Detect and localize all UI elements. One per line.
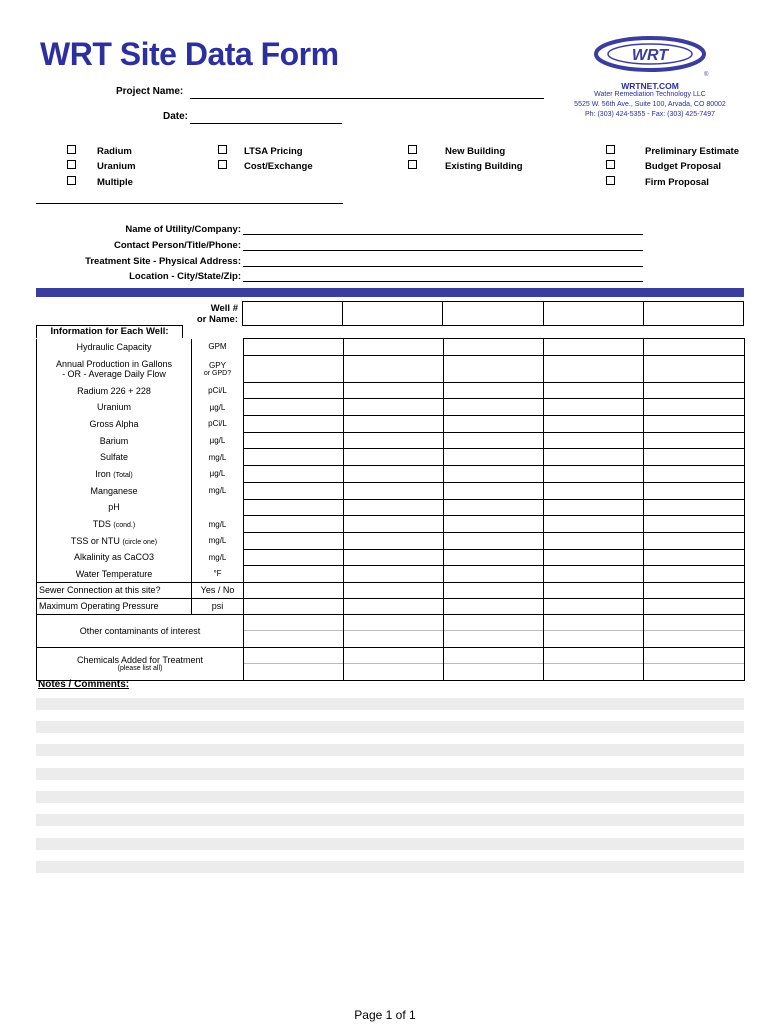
well-value-cell[interactable] bbox=[444, 482, 544, 499]
other-contaminants-label: Other contaminants of interest bbox=[37, 614, 244, 647]
well-value-cell[interactable] bbox=[344, 582, 444, 598]
parameter-label: Sulfate bbox=[37, 449, 192, 466]
table-row bbox=[37, 549, 745, 566]
well-value-cell[interactable] bbox=[544, 598, 644, 614]
table-row bbox=[37, 582, 745, 598]
well-sub-cell[interactable] bbox=[344, 615, 443, 631]
well-value-cell[interactable] bbox=[544, 614, 644, 647]
well-value-cell[interactable] bbox=[444, 355, 544, 382]
table-row bbox=[37, 566, 745, 583]
checkbox-cost-exchange[interactable] bbox=[218, 160, 227, 169]
well-value-cell[interactable] bbox=[444, 432, 544, 449]
unit-label: µg/L bbox=[192, 432, 244, 449]
well-value-cell[interactable] bbox=[244, 399, 344, 416]
well-value-cell[interactable] bbox=[344, 566, 444, 583]
well-sub-cell[interactable] bbox=[544, 631, 643, 647]
well-value-cell[interactable] bbox=[644, 499, 745, 516]
well-value-cell[interactable] bbox=[544, 399, 644, 416]
well-value-cell[interactable] bbox=[244, 416, 344, 433]
date-field[interactable] bbox=[190, 123, 342, 124]
well-sub-cell[interactable] bbox=[244, 664, 343, 680]
well-value-cell[interactable] bbox=[244, 382, 344, 399]
checkbox-label: Multiple bbox=[97, 177, 133, 188]
well-value-cell[interactable] bbox=[344, 339, 444, 356]
well-value-cell[interactable] bbox=[344, 399, 444, 416]
unit-label bbox=[192, 499, 244, 516]
well-3-name[interactable] bbox=[443, 302, 543, 326]
parameter-label: Alkalinity as CaCO3 bbox=[37, 549, 192, 566]
unit-label: mg/L bbox=[192, 516, 244, 533]
checkbox-label: Preliminary Estimate bbox=[645, 146, 739, 157]
well-value-cell[interactable] bbox=[244, 598, 344, 614]
notes-label: Notes / Comments: bbox=[38, 679, 130, 690]
unit-label: °F bbox=[192, 566, 244, 583]
location-label: Location - City/State/Zip: bbox=[129, 271, 241, 282]
company-name: Water Remediation Technology LLC bbox=[594, 91, 706, 98]
location-field[interactable] bbox=[243, 281, 643, 282]
well-value-cell[interactable] bbox=[644, 449, 745, 466]
project-name-label: Project Name: bbox=[116, 86, 184, 97]
well-value-cell[interactable] bbox=[644, 582, 745, 598]
unit-label: µg/L bbox=[192, 399, 244, 416]
table-row bbox=[37, 466, 745, 483]
utility-company-label: Name of Utility/Company: bbox=[125, 224, 241, 235]
well-sub-cell[interactable] bbox=[444, 648, 543, 664]
registered-mark: ® bbox=[704, 72, 709, 78]
well-value-cell[interactable] bbox=[344, 549, 444, 566]
well-2-name[interactable] bbox=[343, 302, 443, 326]
checkbox-firm-proposal[interactable] bbox=[606, 176, 615, 185]
well-value-cell[interactable] bbox=[644, 399, 745, 416]
well-value-cell[interactable] bbox=[644, 355, 745, 382]
parameter-label: Gross Alpha bbox=[37, 416, 192, 433]
well-value-cell[interactable] bbox=[644, 432, 745, 449]
well-value-cell[interactable] bbox=[244, 449, 344, 466]
well-value-cell[interactable] bbox=[344, 499, 444, 516]
well-value-cell[interactable] bbox=[644, 382, 745, 399]
parameter-label: TDS (cond.) bbox=[37, 516, 192, 533]
well-value-cell[interactable] bbox=[444, 582, 544, 598]
well-sub-cell[interactable] bbox=[444, 615, 543, 631]
well-value-cell[interactable] bbox=[544, 382, 644, 399]
well-sub-cell[interactable] bbox=[544, 648, 643, 664]
parameter-label: Radium 226 + 228 bbox=[37, 382, 192, 399]
well-sub-cell[interactable] bbox=[344, 664, 443, 680]
well-value-cell[interactable] bbox=[644, 516, 745, 533]
unit-label: GPY or GPD? bbox=[192, 355, 244, 382]
checkbox-budget-proposal[interactable] bbox=[606, 160, 615, 169]
table-row bbox=[37, 482, 745, 499]
well-value-cell[interactable] bbox=[544, 566, 644, 583]
well-value-cell[interactable] bbox=[544, 532, 644, 549]
well-value-cell[interactable] bbox=[344, 598, 444, 614]
well-value-cell[interactable] bbox=[544, 482, 644, 499]
checkbox-label: Uranium bbox=[97, 161, 136, 172]
checkbox-label: Radium bbox=[97, 146, 132, 157]
checkbox-existing-building[interactable] bbox=[408, 160, 417, 169]
unit-label: mg/L bbox=[192, 449, 244, 466]
well-value-cell[interactable] bbox=[444, 339, 544, 356]
checkbox-preliminary-estimate[interactable] bbox=[606, 145, 615, 154]
well-sub-cell[interactable] bbox=[444, 664, 543, 680]
checkbox-label: Existing Building bbox=[445, 161, 523, 172]
well-sub-cell[interactable] bbox=[244, 615, 343, 631]
well-value-cell[interactable] bbox=[644, 598, 745, 614]
section-divider-bar bbox=[36, 288, 744, 297]
parameter-label: Annual Production in Gallons - OR - Average Daily Flow bbox=[37, 355, 192, 382]
checkbox-other-field[interactable] bbox=[36, 203, 343, 204]
notes-line[interactable] bbox=[36, 791, 744, 803]
well-value-cell[interactable] bbox=[544, 432, 644, 449]
well-header-row bbox=[242, 301, 744, 326]
well-value-cell[interactable] bbox=[444, 382, 544, 399]
parameter-label: Hydraulic Capacity bbox=[37, 339, 192, 356]
parameter-label: Manganese bbox=[37, 482, 192, 499]
well-value-cell[interactable] bbox=[444, 466, 544, 483]
well-value-cell[interactable] bbox=[444, 416, 544, 433]
well-value-cell[interactable] bbox=[644, 532, 745, 549]
well-value-cell[interactable] bbox=[344, 466, 444, 483]
unit-label: µg/L bbox=[192, 466, 244, 483]
well-1-name[interactable] bbox=[243, 302, 343, 326]
well-value-cell[interactable] bbox=[344, 532, 444, 549]
well-value-cell[interactable] bbox=[444, 499, 544, 516]
well-value-cell[interactable] bbox=[344, 355, 444, 382]
well-value-cell[interactable] bbox=[544, 499, 644, 516]
well-value-cell[interactable] bbox=[644, 566, 745, 583]
well-value-cell[interactable] bbox=[544, 647, 644, 680]
well-value-cell[interactable] bbox=[244, 482, 344, 499]
well-value-cell[interactable] bbox=[244, 566, 344, 583]
well-value-cell[interactable] bbox=[344, 416, 444, 433]
checkbox-new-building[interactable] bbox=[408, 145, 417, 154]
well-value-cell[interactable] bbox=[244, 432, 344, 449]
checkbox-radium[interactable] bbox=[67, 145, 76, 154]
checkbox-label: LTSA Pricing bbox=[244, 146, 303, 157]
info-header: Information for Each Well: bbox=[36, 325, 183, 338]
notes-line[interactable] bbox=[36, 698, 744, 710]
physical-address-label: Treatment Site - Physical Address: bbox=[85, 256, 241, 267]
date-label: Date: bbox=[163, 111, 189, 122]
unit-label: pCi/L bbox=[192, 416, 244, 433]
well-value-cell[interactable] bbox=[644, 549, 745, 566]
checkbox-label: Cost/Exchange bbox=[244, 161, 313, 172]
notes-line[interactable] bbox=[36, 768, 744, 780]
notes-line[interactable] bbox=[36, 814, 744, 826]
unit-label: pCi/L bbox=[192, 382, 244, 399]
notes-line[interactable] bbox=[36, 861, 744, 873]
well-value-cell[interactable] bbox=[444, 647, 544, 680]
well-sub-cell[interactable] bbox=[544, 664, 643, 680]
well-value-cell[interactable] bbox=[244, 499, 344, 516]
well-value-cell[interactable] bbox=[244, 339, 344, 356]
sewer-connection-unit: Yes / No bbox=[192, 582, 244, 598]
table-row bbox=[37, 499, 745, 516]
well-label: Well # or Name: bbox=[196, 303, 238, 325]
table-row bbox=[37, 355, 745, 382]
table-row bbox=[37, 382, 745, 399]
parameter-label: pH bbox=[37, 499, 192, 516]
well-value-cell[interactable] bbox=[644, 339, 745, 356]
table-row bbox=[37, 614, 745, 647]
well-value-cell[interactable] bbox=[444, 449, 544, 466]
table-row bbox=[37, 449, 745, 466]
company-website: WRTNET.COM bbox=[621, 81, 679, 91]
well-value-cell[interactable] bbox=[544, 416, 644, 433]
checkbox-uranium[interactable] bbox=[67, 160, 76, 169]
well-value-cell[interactable] bbox=[444, 598, 544, 614]
notes-line[interactable] bbox=[36, 744, 744, 756]
well-sub-cell[interactable] bbox=[444, 631, 543, 647]
well-value-cell[interactable] bbox=[244, 466, 344, 483]
physical-address-field[interactable] bbox=[243, 266, 643, 267]
well-value-cell[interactable] bbox=[644, 466, 745, 483]
well-value-cell[interactable] bbox=[544, 466, 644, 483]
well-value-cell[interactable] bbox=[444, 516, 544, 533]
table-row bbox=[37, 432, 745, 449]
table-row bbox=[37, 647, 745, 680]
well-sub-cell[interactable] bbox=[344, 648, 443, 664]
well-value-cell[interactable] bbox=[244, 647, 344, 680]
well-value-cell[interactable] bbox=[344, 449, 444, 466]
notes-line[interactable] bbox=[36, 838, 744, 850]
checkbox-multiple[interactable] bbox=[67, 176, 76, 185]
well-value-cell[interactable] bbox=[244, 532, 344, 549]
well-sub-cell[interactable] bbox=[544, 615, 643, 631]
well-value-cell[interactable] bbox=[344, 432, 444, 449]
well-value-cell[interactable] bbox=[244, 355, 344, 382]
well-value-cell[interactable] bbox=[544, 339, 644, 356]
max-pressure-unit: psi bbox=[192, 598, 244, 614]
well-value-cell[interactable] bbox=[344, 382, 444, 399]
table-row bbox=[37, 416, 745, 433]
utility-company-field[interactable] bbox=[243, 234, 643, 235]
well-sub-cell[interactable] bbox=[244, 648, 343, 664]
parameter-label: TSS or NTU (circle one) bbox=[37, 532, 192, 549]
table-row bbox=[37, 598, 745, 614]
table-row bbox=[37, 532, 745, 549]
max-pressure-label: Maximum Operating Pressure bbox=[37, 598, 192, 614]
unit-label: GPM bbox=[192, 339, 244, 356]
unit-label: mg/L bbox=[192, 549, 244, 566]
well-value-cell[interactable] bbox=[544, 355, 644, 382]
well-value-cell[interactable] bbox=[344, 516, 444, 533]
well-sub-cell[interactable] bbox=[644, 648, 744, 664]
parameter-label: Barium bbox=[37, 432, 192, 449]
company-phone: Ph: (303) 424-5355 - Fax: (303) 425-7497 bbox=[585, 111, 715, 118]
notes-line[interactable] bbox=[36, 721, 744, 733]
checkbox-ltsa-pricing[interactable] bbox=[218, 145, 227, 154]
table-row bbox=[37, 516, 745, 533]
well-5-name[interactable] bbox=[643, 302, 743, 326]
unit-label: mg/L bbox=[192, 482, 244, 499]
wrt-logo bbox=[590, 34, 720, 82]
well-value-cell[interactable] bbox=[544, 549, 644, 566]
well-value-cell[interactable] bbox=[444, 532, 544, 549]
page-number: Page 1 of 1 bbox=[354, 1008, 416, 1022]
page-title: WRT Site Data Form bbox=[40, 36, 339, 72]
well-value-cell[interactable] bbox=[444, 566, 544, 583]
well-value-cell[interactable] bbox=[444, 549, 544, 566]
well-value-cell[interactable] bbox=[644, 416, 745, 433]
checkbox-label: Budget Proposal bbox=[645, 161, 722, 172]
well-value-cell[interactable] bbox=[344, 614, 444, 647]
well-value-cell[interactable] bbox=[544, 516, 644, 533]
well-value-cell[interactable] bbox=[244, 614, 344, 647]
well-value-cell[interactable] bbox=[444, 614, 544, 647]
well-value-cell[interactable] bbox=[544, 582, 644, 598]
parameter-label: Uranium bbox=[37, 399, 192, 416]
well-value-cell[interactable] bbox=[444, 399, 544, 416]
well-sub-cell[interactable] bbox=[344, 631, 443, 647]
well-value-cell[interactable] bbox=[244, 516, 344, 533]
well-value-cell[interactable] bbox=[644, 482, 745, 499]
unit-label: mg/L bbox=[192, 532, 244, 549]
well-value-cell[interactable] bbox=[244, 582, 344, 598]
well-value-cell[interactable] bbox=[244, 549, 344, 566]
well-value-cell[interactable] bbox=[344, 647, 444, 680]
well-data-table bbox=[36, 338, 745, 681]
checkbox-label: Firm Proposal bbox=[645, 177, 709, 188]
project-name-field[interactable] bbox=[190, 98, 544, 99]
well-value-cell[interactable] bbox=[344, 482, 444, 499]
well-sub-cell[interactable] bbox=[644, 631, 744, 647]
well-sub-cell[interactable] bbox=[644, 664, 744, 680]
well-value-cell[interactable] bbox=[644, 647, 745, 680]
parameter-label: Water Temperature bbox=[37, 566, 192, 583]
well-value-cell[interactable] bbox=[644, 614, 745, 647]
table-row bbox=[37, 339, 745, 356]
sewer-connection-label: Sewer Connection at this site? bbox=[37, 582, 192, 598]
contact-person-field[interactable] bbox=[243, 250, 643, 251]
well-4-name[interactable] bbox=[543, 302, 643, 326]
well-sub-cell[interactable] bbox=[244, 631, 343, 647]
logo-text: WRT bbox=[631, 47, 669, 64]
table-row bbox=[37, 399, 745, 416]
checkbox-label: New Building bbox=[445, 146, 506, 157]
well-value-cell[interactable] bbox=[544, 449, 644, 466]
contact-person-label: Contact Person/Title/Phone: bbox=[113, 240, 241, 251]
company-address: 5525 W. 56th Ave., Suite 100, Arvada, CO 80002 bbox=[574, 101, 726, 108]
chemicals-added-label: Chemicals Added for Treatment (please list all) bbox=[37, 647, 244, 680]
parameter-label: Iron (Total) bbox=[37, 466, 192, 483]
well-sub-cell[interactable] bbox=[644, 615, 744, 631]
